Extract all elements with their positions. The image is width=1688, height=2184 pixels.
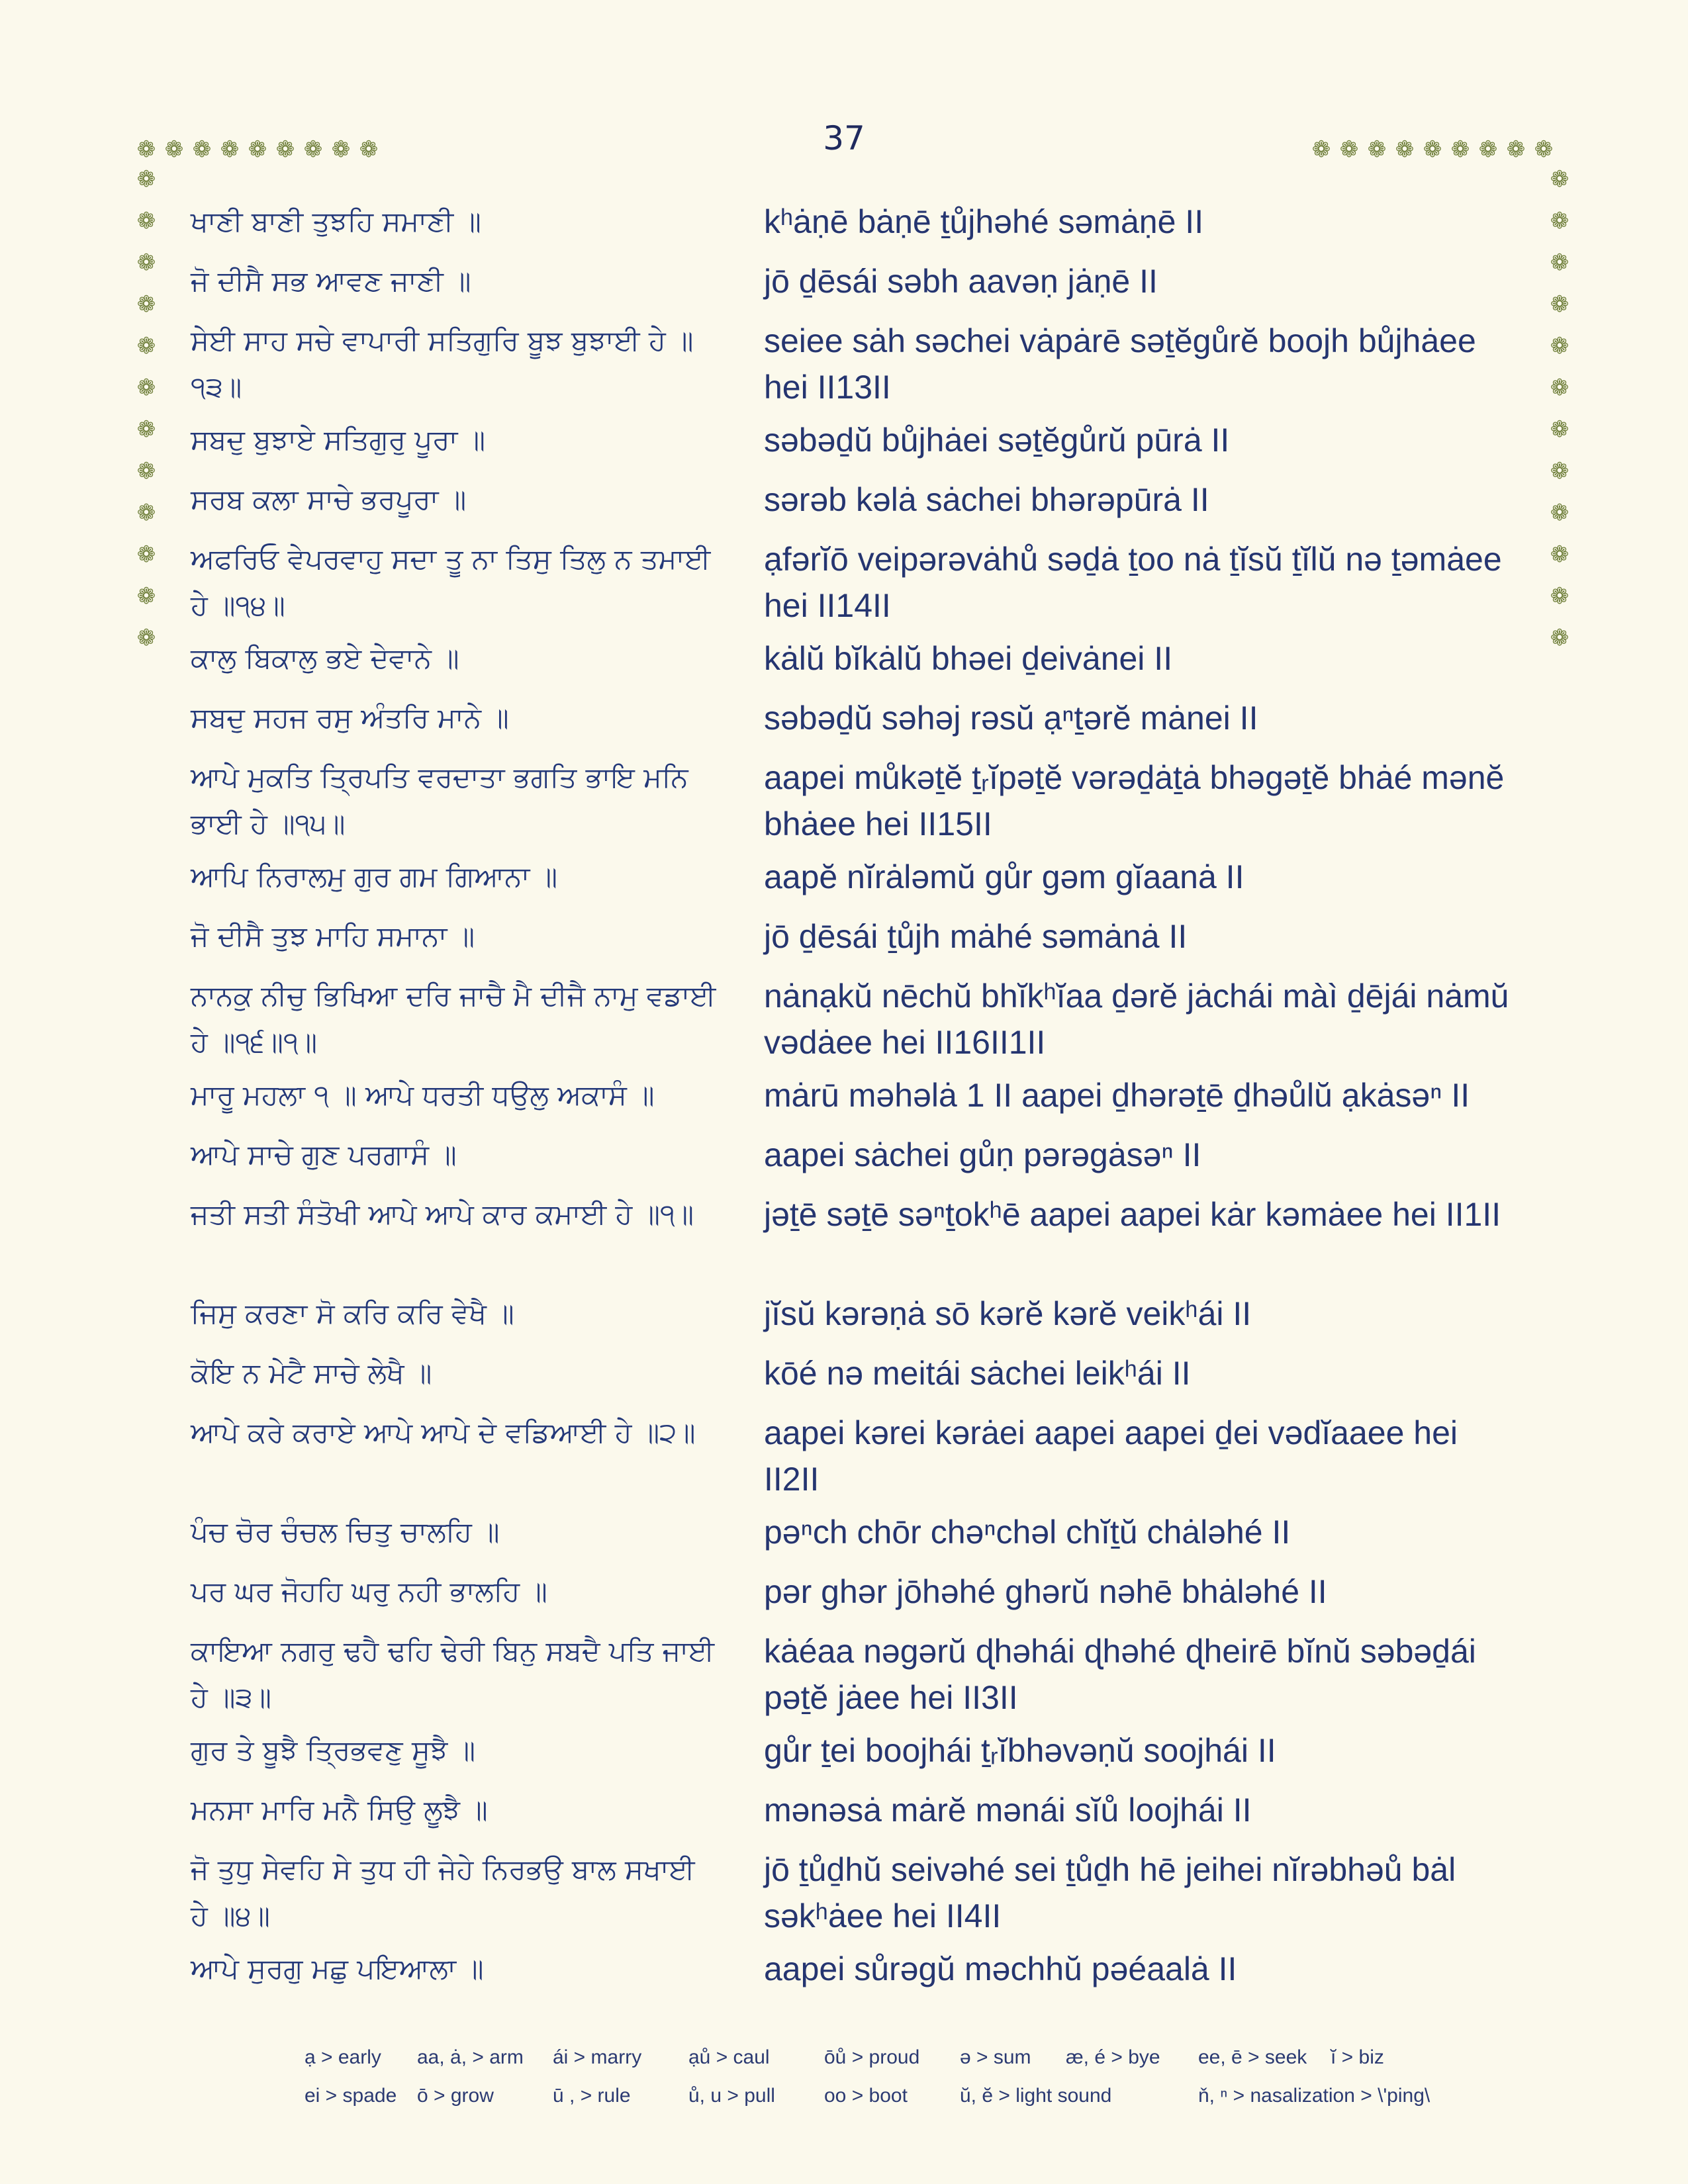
transliteration-text: nȧnạkŭ nēchŭ bhĭkʰĭaa ḏərĕ jȧchái màì ḏējái nȧmŭ vədȧee hei II16II1II — [764, 978, 1509, 1061]
transliteration-text: sərəb kəlȧ sȧchei bhərəpūrȧ II — [764, 481, 1209, 518]
gurmukhi-text: ਆਪੇ ਸੁਰਗੁ ਮਛੁ ਪਇਆਲਾ ॥ — [191, 1952, 484, 1985]
rosette-icon: ❁ — [1311, 136, 1331, 163]
transliteration-text: pəⁿch chōr chəⁿchəl chĭṯŭ chȧləhé II — [764, 1514, 1291, 1551]
gurmukhi-text: ਅਫਰਿਓ ਵੇਪਰਵਾਹੁ ਸਦਾ ਤੂ ਨਾ ਤਿਸੁ ਤਿਲੁ ਨ ਤਮਾਈ ਹੇ ॥੧੪॥ — [191, 543, 711, 621]
legend-row — [305, 2038, 1562, 2077]
rosette-icon: ❁ — [1550, 541, 1570, 568]
rosette-icon: ❁ — [1550, 166, 1570, 193]
gurmukhi-text: ਸਬਦੁ ਬੁਝਾਏ ਸਤਿਗੁਰੁ ਪੂਰਾ ॥ — [191, 424, 486, 456]
verse-row — [191, 1628, 1476, 1721]
rosette-icon: ❁ — [136, 375, 156, 401]
verse-row — [191, 695, 1258, 741]
rosette-icon: ❁ — [1550, 375, 1570, 401]
transliteration-text: seiee sȧh səchei vȧpȧrē səṯĕgůrĕ boojh bůjhȧee hei II13II — [764, 322, 1476, 406]
verse-row — [191, 536, 1502, 629]
legend-item: oo > boot — [824, 2085, 908, 2107]
legend-item: ŭ, ĕ > light sound — [960, 2085, 1112, 2107]
gurmukhi-text: ਪਰ ਘਰ ਜੋਹਹਿ ਘਰੁ ਨਹੀ ਭਾਲਹਿ ॥ — [191, 1575, 547, 1608]
gurmukhi-text: ਸੇਈ ਸਾਹ ਸਚੇ ਵਾਪਾਰੀ ਸਤਿਗੁਰਿ ਬੂਝ ਬੁਝਾਈ ਹੇ ॥੧੩॥ — [191, 324, 694, 403]
verse-row — [191, 1410, 1458, 1498]
gurmukhi-text: ਜੋ ਤੁਧੁ ਸੇਵਹਿ ਸੇ ਤੁਧ ਹੀ ਜੇਹੇ ਨਿਰਭਉ ਬਾਲ ਸਖਾਈ ਹੇ ॥੪॥ — [191, 1853, 695, 1932]
verse-row — [191, 477, 1209, 523]
verse-row — [191, 1291, 1252, 1337]
gurmukhi-text: ਜੋ ਦੀਸੈ ਸਭ ਆਵਣ ਜਾਣੀ ॥ — [191, 265, 471, 297]
verse-row — [191, 1350, 1191, 1396]
transliteration-text: jĭsŭ kərəṇȧ sō kərĕ kərĕ veikʰái II — [764, 1295, 1252, 1332]
transliteration-text: pər ghər jōhəhé ghərŭ nəhē bhȧləhé II — [764, 1573, 1327, 1610]
transliteration-text: mənəsȧ mȧrĕ mənái sĭů loojhái II — [764, 1792, 1252, 1829]
rosette-icon: ❁ — [1367, 136, 1387, 163]
verse-row — [191, 1132, 1201, 1178]
rosette-icon: ❁ — [1506, 136, 1526, 163]
rosette-icon: ❁ — [1423, 136, 1442, 163]
transliteration-text: mȧrū məhəlȧ 1 II aapei ḏhərəṯē ḏhəůlŭ ạkȧsəⁿ II — [764, 1077, 1470, 1114]
legend-item: ei > spade — [305, 2085, 397, 2107]
page-number: 37 — [823, 119, 865, 158]
rosette-icon: ❁ — [359, 136, 379, 163]
rosette-icon: ❁ — [136, 416, 156, 443]
rosette-icon: ❁ — [136, 500, 156, 526]
rosette-icon: ❁ — [1550, 416, 1570, 443]
verse-row — [191, 1569, 1327, 1615]
transliteration-text: jəṯē səṯē səⁿṯokʰē aapei aapei kȧr kəmȧee hei II1II — [764, 1196, 1501, 1233]
transliteration-text: səbəḏŭ səhəj rəsŭ ạⁿṯərĕ mȧnei II — [764, 700, 1258, 737]
rosette-icon: ❁ — [136, 291, 156, 318]
legend-item: aa, ȧ, > arm — [417, 2046, 524, 2068]
rosette-icon: ❁ — [303, 136, 323, 163]
rosette-icon: ❁ — [192, 136, 212, 163]
verse-row — [191, 1191, 1501, 1238]
legend-item: ō > grow — [417, 2085, 494, 2107]
transliteration-text: jō ṯůḏhŭ seivəhé sei ṯůḏh hē jeihei nĭrəbhəů bȧl səkʰȧee hei II4II — [764, 1851, 1456, 1934]
rosette-icon: ❁ — [331, 136, 351, 163]
gurmukhi-text: ਆਪੇ ਕਰੇ ਕਰਾਏ ਆਪੇ ਆਪੇ ਦੇ ਵਡਿਆਈ ਹੇ ॥੨॥ — [191, 1416, 696, 1449]
rosette-icon: ❁ — [136, 458, 156, 484]
rosette-icon: ❁ — [136, 625, 156, 651]
gurmukhi-text: ਜਤੀ ਸਤੀ ਸੰਤੋਖੀ ਆਪੇ ਆਪੇ ਕਾਰ ਕਮਾਈ ਹੇ ॥੧॥ — [191, 1198, 694, 1230]
legend-item: ạ > early — [305, 2046, 381, 2068]
gurmukhi-text: ਸਬਦੁ ਸਹਜ ਰਸੁ ਅੰਤਰਿ ਮਾਨੇ ॥ — [191, 702, 509, 734]
gurmukhi-text: ਪੰਚ ਚੋਰ ਚੰਚਲ ਚਿਤੁ ਚਾਲਹਿ ॥ — [191, 1516, 500, 1548]
gurmukhi-text: ਸਰਬ ਕਲਾ ਸਾਚੇ ਭਰਪੂਰਾ ॥ — [191, 483, 467, 516]
transliteration-text: gůr ṯei boojhái ṯᵣĭbhəvəṇŭ soojhái II — [764, 1732, 1276, 1769]
rosette-icon: ❁ — [1450, 136, 1470, 163]
transliteration-text: kʰȧṇē bȧṇē ṯůjhəhé səmȧṇē II — [764, 203, 1204, 240]
legend-row — [305, 2077, 1562, 2115]
pronunciation-legend — [305, 2038, 1562, 2115]
transliteration-text: səbəḏŭ bůjhȧei səṯĕgůrŭ pūrȧ II — [764, 422, 1230, 459]
gurmukhi-text: ਜੋ ਦੀਸੈ ਤੁਝ ਮਾਹਿ ਸਮਾਨਾ ॥ — [191, 920, 475, 952]
legend-item: æ, é > bye — [1066, 2046, 1160, 2068]
gurmukhi-text: ਕੋਇ ਨ ਮੇਟੈ ਸਾਚੇ ਲੇਖੈ ॥ — [191, 1357, 432, 1389]
verse-row — [191, 1509, 1291, 1555]
transliteration-text: ạfərĭō veipərəvȧhů səḏȧ ṯoo nȧ ṯĭsŭ ṯĭlŭ nə ṯəmȧee hei II14II — [764, 541, 1502, 624]
verse-row — [191, 1072, 1470, 1118]
gurmukhi-text: ਖਾਣੀ ਬਾਣੀ ਤੁਝਹਿ ਸਮਾਣੀ ॥ — [191, 205, 481, 238]
rosette-icon: ❁ — [1550, 250, 1570, 276]
legend-item: ĭ > biz — [1331, 2046, 1384, 2068]
right-ornament-column — [1546, 165, 1573, 666]
gurmukhi-text: ਨਾਨਕੁ ਨੀਚੁ ਭਿਖਿਆ ਦਰਿ ਜਾਚੈ ਮੈ ਦੀਜੈ ਨਾਮੁ ਵਡਾਈ ਹੇ ॥੧੬॥੧॥ — [191, 979, 716, 1058]
rosette-icon: ❁ — [136, 136, 156, 163]
verse-row — [191, 1787, 1252, 1833]
verse-row — [191, 417, 1230, 463]
rosette-icon: ❁ — [1478, 136, 1498, 163]
legend-item: ň, ⁿ > nasalization > \'ping\ — [1198, 2085, 1430, 2107]
rosette-icon: ❁ — [220, 136, 240, 163]
rosette-icon: ❁ — [1339, 136, 1359, 163]
transliteration-text: aapĕ nĭrȧləmŭ gůr gəm gĭaanȧ II — [764, 858, 1244, 895]
verse-row — [191, 754, 1505, 847]
gurmukhi-text: ਜਿਸੁ ਕਰਣਾ ਸੋ ਕਰਿ ਕਰਿ ਵੇਖੈ ॥ — [191, 1297, 514, 1330]
gurmukhi-text: ਆਪੇ ਸਾਚੇ ਗੁਣ ਪਰਗਾਸੰ ॥ — [191, 1138, 457, 1171]
rosette-icon: ❁ — [1550, 291, 1570, 318]
legend-item: ōů > proud — [824, 2046, 920, 2068]
rosette-icon: ❁ — [136, 583, 156, 610]
gurmukhi-text: ਕਾਲੁ ਬਿਕਾਲੁ ਭਏ ਦੇਵਾਨੇ ॥ — [191, 642, 459, 674]
verse-row — [191, 913, 1188, 960]
gurmukhi-text: ਮਾਰੂ ਮਹਲਾ ੧ ॥ ਆਪੇ ਧਰਤੀ ਧਉਲੁ ਅਕਾਸੰ ॥ — [191, 1079, 655, 1111]
rosette-icon: ❁ — [1550, 333, 1570, 359]
transliteration-text: jō ḏēsái səbh aavəṇ jȧṇē II — [764, 263, 1158, 300]
rosette-icon: ❁ — [248, 136, 267, 163]
transliteration-text: kȧlŭ bĭkȧlŭ bhəei ḏeivȧnei II — [764, 640, 1173, 677]
verse-row — [191, 635, 1173, 682]
rosette-icon: ❁ — [136, 541, 156, 568]
transliteration-text: aapei můkəṯĕ ṯᵣĭpəṯĕ vərəḏȧṯȧ bhəgəṯĕ bhȧé mənĕ bhȧee hei II15II — [764, 759, 1505, 842]
gurmukhi-text: ਆਪਿ ਨਿਰਾਲਮੁ ਗੁਰ ਗਮ ਗਿਆਨਾ ॥ — [191, 860, 558, 893]
rosette-icon: ❁ — [275, 136, 295, 163]
legend-item: ů, u > pull — [688, 2085, 775, 2107]
transliteration-text: jō ḏēsái ṯůjh mȧhé səmȧnȧ II — [764, 918, 1188, 955]
legend-item: ạů > caul — [688, 2046, 770, 2068]
verse-row — [191, 973, 1509, 1066]
verse-row — [191, 854, 1244, 900]
transliteration-text: kȧéaa nəgərŭ ɖhəhái ɖhəhé ɖheirē bĭnŭ səbəḏái pəṯĕ jȧee hei II3II — [764, 1633, 1476, 1716]
legend-item: ə > sum — [960, 2046, 1031, 2068]
transliteration-text: aapei sȧchei gůṇ pərəgȧsəⁿ II — [764, 1136, 1201, 1173]
rosette-icon: ❁ — [1550, 458, 1570, 484]
gurmukhi-text: ਗੁਰ ਤੇ ਬੂਝੈ ਤ੍ਰਿਭਵਣੁ ਸੂਝੈ ॥ — [191, 1734, 476, 1766]
transliteration-text: aapei sůrəgŭ məchhŭ pəéaalȧ II — [764, 1950, 1237, 1987]
verse-row — [191, 258, 1158, 304]
gurmukhi-text: ਕਾਇਆ ਨਗਰੁ ਢਹੈ ਢਹਿ ਢੇਰੀ ਬਿਨੁ ਸਬਦੈ ਪਤਿ ਜਾਈ ਹੇ ॥੩॥ — [191, 1635, 715, 1713]
rosette-icon: ❁ — [164, 136, 184, 163]
rosette-icon: ❁ — [1395, 136, 1415, 163]
left-ornament-column — [132, 165, 160, 666]
rosette-icon: ❁ — [1550, 208, 1570, 234]
rosette-icon: ❁ — [1534, 136, 1554, 163]
rosette-icon: ❁ — [1550, 583, 1570, 610]
verse-row — [191, 318, 1476, 410]
rosette-icon: ❁ — [136, 250, 156, 276]
top-left-ornament-row — [132, 136, 383, 163]
gurmukhi-text: ਮਨਸਾ ਮਾਰਿ ਮਨੈ ਸਿਉ ਲੂਝੈ ॥ — [191, 1794, 488, 1826]
top-right-ornament-row — [1307, 136, 1558, 163]
gurmukhi-text: ਆਪੇ ਮੁਕਤਿ ਤ੍ਰਿਪਤਿ ਵਰਦਾਤਾ ਭਗਤਿ ਭਾਇ ਮਨਿ ਭਾਈ ਹੇ ॥੧੫॥ — [191, 761, 688, 840]
rosette-icon: ❁ — [136, 208, 156, 234]
legend-item: ū , > rule — [553, 2085, 631, 2107]
transliteration-text: kōé nə meitái sȧchei leikʰái II — [764, 1355, 1191, 1392]
rosette-icon: ❁ — [1550, 500, 1570, 526]
verse-row — [191, 1846, 1456, 1939]
legend-item: ái > marry — [553, 2046, 642, 2068]
rosette-icon: ❁ — [136, 166, 156, 193]
legend-item: ee, ē > seek — [1198, 2046, 1307, 2068]
verse-row — [191, 199, 1204, 245]
transliteration-text: aapei kərei kərȧei aapei aapei ḏei vədĭaaee hei II2II — [764, 1414, 1458, 1498]
rosette-icon: ❁ — [1550, 625, 1570, 651]
verse-row — [191, 1727, 1276, 1774]
verse-row — [191, 1946, 1237, 1992]
rosette-icon: ❁ — [136, 333, 156, 359]
